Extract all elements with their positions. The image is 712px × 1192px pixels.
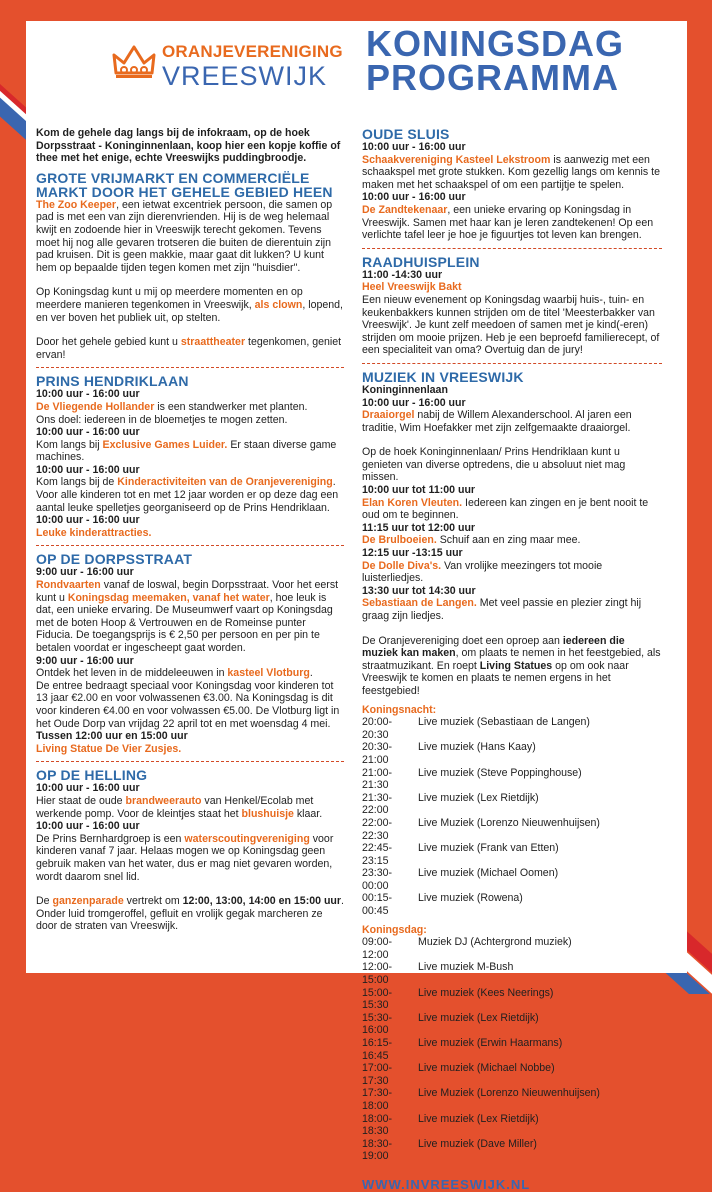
schedule-row xyxy=(362,741,662,766)
muziek-item5 xyxy=(362,560,662,585)
left-column xyxy=(36,127,344,933)
schedule-time: 18:00-18:30 xyxy=(362,1112,393,1138)
helling-text3a: De xyxy=(36,895,53,908)
helling-text2b: voor kinderen vanaf 7 jaar. Helaas mogen we op Koningsdag geen gebruik maken van het water, dus er mag niet gevaren worden, wordt daarom snel lid. xyxy=(36,832,334,883)
muziek-item1 xyxy=(362,409,662,434)
prins-item3c: Voor alle kinderen tot en met 12 jaar worden er op deze dag een aantal leuke spelletjes georganiseerd op de Prins Hendriklaan. xyxy=(36,489,339,514)
prins-time4: 10:00 uur - 16:00 uur xyxy=(36,514,140,527)
schedule-time: 20:30-21:00 xyxy=(362,741,393,766)
schedule-row xyxy=(362,716,662,741)
section-title-helling: OP DE HELLING xyxy=(36,767,148,784)
section-divider xyxy=(362,363,662,364)
oproep-text-a: De Oranjevereniging doet een oproep aan xyxy=(362,634,563,647)
helling-text3c: . Onder luid tromgeroffel, gefluit en vrolijk gegak marcheren ze door de straten van Vreeswijk. xyxy=(36,895,344,933)
schedule-row xyxy=(362,1012,662,1037)
zoo-keeper-name: The Zoo Keeper xyxy=(36,198,117,211)
prins-text3a: Kom langs bij de xyxy=(36,476,118,489)
kasteel-vlotburg-name: kasteel Vlotburg xyxy=(227,667,310,680)
kinderactiviteiten-name: Kinderactiviteiten van de Oranjevereniging xyxy=(117,476,333,489)
exclusive-games-name: Exclusive Games Luider. xyxy=(102,438,228,451)
schedule-time: 22:00-22:30 xyxy=(362,816,393,842)
raadhuis-time1: 11:00 -14:30 uur xyxy=(362,268,443,281)
clown-highlight: als clown xyxy=(254,298,303,311)
blushuisje-name: blushuisje xyxy=(241,807,294,820)
sluis-text1: is aanwezig met een schaakspel met grote stukken. Kom gezellig langs om kennis te maken met het schaakspel of om een partijtje te spelen. xyxy=(362,153,660,191)
schedule-row xyxy=(362,817,662,842)
dorpsstraat-time2: 9:00 uur - 16:00 uur xyxy=(36,654,134,667)
dolle-divas-name: De Dolle Diva's. xyxy=(362,559,442,572)
clown-text-end: , lopend, en ver boven het publiek uit, op stelten. xyxy=(36,298,343,324)
muziek-item4 xyxy=(362,534,662,547)
vliegende-hollander-name: De Vliegende Hollander xyxy=(36,400,155,413)
schedule-time: 21:30-22:00 xyxy=(362,791,393,817)
sluis-item1 xyxy=(362,154,662,192)
schedule-act: Live muziek (Frank van Etten) xyxy=(418,842,559,855)
helling-text1c: klaar. xyxy=(293,807,323,820)
muziek-item6 xyxy=(362,597,662,622)
zoo-keeper-text: , een ietwat excentriek persoon, die samen op pad is met een van zijn dierenvrienden. Hij is de weg helemaal kwijt en zodoende hier in Vreeswijk terecht gekomen. Tevens moet hij nog alle gevaren trotseren die buiten de dierentuin zijn pad kruisen. Dit is geen makkie, maar gaat dit lukken? U kunt hem op bepaalde tijden tegen komen met zijn "huisdier". xyxy=(36,198,333,274)
muziek-time4: 11:15 uur tot 12:00 uur xyxy=(362,521,476,534)
dorpsstraat-text1a: vanaf de loswal, begin Dorpsstraat. Voor het eerst kunt u xyxy=(36,579,339,604)
schedule-act: Live muziek (Michael Oomen) xyxy=(418,867,559,880)
website-link[interactable]: WWW.INVREESWIJK.NL xyxy=(362,1176,531,1192)
koningsdag-schedule xyxy=(362,936,662,1163)
prins-time2: 10:00 uur - 16:00 uur xyxy=(36,426,140,439)
brulboeien-name: De Brulboeien. xyxy=(362,534,437,547)
straattheater-text: Door het gehele gebied kunt u xyxy=(36,336,181,349)
schedule-act: Live muziek (Kees Neerings) xyxy=(418,986,554,999)
dorpsstraat-time3: Tussen 12:00 uur en 15:00 uur xyxy=(36,730,188,743)
elan-koren-name: Elan Koren Vleuten. xyxy=(362,496,463,509)
heel-vreeswijk-bakt-name: Heel Vreeswijk Bakt xyxy=(362,281,462,294)
section-title-dorpsstraat: OP DE DORPSSTRAAT xyxy=(36,551,193,568)
schedule-time: 12:00-15:00 xyxy=(362,961,393,987)
intro-text: Kom de gehele dag langs bij de infokraam, op de hoek Dorpsstraat - Koninginnenlaan, koop hier een kopje koffie of thee met het enige, echte Vreeswijks puddingbroodje. xyxy=(36,127,341,165)
muziek-text4: Schuif aan en zing maar mee. xyxy=(436,534,581,547)
prins-item1 xyxy=(36,401,344,414)
prins-text2b: Er staan diverse game machines. xyxy=(36,438,337,464)
vrijmarkt-p3 xyxy=(36,336,344,361)
section-divider xyxy=(36,761,344,762)
schedule-act: Live muziek (Erwin Haarmans) xyxy=(418,1037,563,1049)
schedule-time: 23:30-00:00 xyxy=(362,867,393,892)
schedule-act: Live Muziek (Lorenzo Nieuwenhuijsen) xyxy=(418,816,600,829)
schedule-time: 18:30-19:00 xyxy=(362,1137,393,1163)
ganzenparade-name: ganzenparade xyxy=(52,895,124,908)
title-line2: PROGRAMMA xyxy=(366,57,619,98)
schedule-time: 17:00-17:30 xyxy=(362,1062,393,1087)
schedule-act: Live muziek (Lex Rietdijk) xyxy=(418,1112,539,1125)
section-title-muziek: MUZIEK IN VREESWIJK xyxy=(362,368,524,385)
vrijmarkt-p2 xyxy=(36,286,344,324)
helling-text2a: De Prins Bernhardgroep is een xyxy=(36,832,185,845)
right-column xyxy=(362,127,662,1192)
muziek-time6: 13:30 uur tot 14:30 uur xyxy=(362,584,476,597)
schedule-act: Live muziek (Rowena) xyxy=(418,892,523,905)
prins-time1: 10:00 uur - 16:00 uur xyxy=(36,388,140,401)
section-title-raadhuis: RAADHUISPLEIN xyxy=(362,253,480,270)
schedule-time: 17:30-18:00 xyxy=(362,1087,393,1112)
schedule-time: 20:00-20:30 xyxy=(362,716,393,741)
muziek-time1: 10:00 uur - 16:00 uur xyxy=(362,396,466,409)
muziek-text6: Met veel passie en plezier zingt hij graag zijn liedjes. xyxy=(362,597,642,622)
clown-text: Op Koningsdag kunt u mij op meerdere momenten en op meerdere manieren tegenkomen in Vreeswijk, xyxy=(36,286,303,311)
draaiorgel-name: Draaiorgel xyxy=(362,409,415,422)
muziek-text3: Iedereen kan zingen en je bent nooit te oud om te beginnen. xyxy=(362,496,649,522)
oproep-text-d: Living Statues xyxy=(479,659,553,672)
schedule-act: Live muziek (Steve Poppinghouse) xyxy=(418,766,582,779)
schedule-act: Live muziek (Lex Rietdijk) xyxy=(418,1011,539,1024)
title-line1: KONINGSDAG xyxy=(366,23,625,64)
program-page xyxy=(26,21,687,1192)
sluis-time1: 10:00 uur - 16:00 uur xyxy=(362,141,466,153)
sluis-text2: , een unieke ervaring op Koningsdag in Vreeswijk. Samen met haar kan je leren zandtekenen! Op een verlichte tafel leer je hoe je figuurtjes tot leven kan brengen. xyxy=(362,203,654,242)
schedule-time: 16:15-16:45 xyxy=(362,1037,393,1062)
schedule-row xyxy=(362,1062,662,1087)
schedule-row xyxy=(362,1037,662,1062)
section-title-sluis: OUDE SLUIS xyxy=(362,126,450,142)
rondvaarten-name: Rondvaarten xyxy=(36,579,101,592)
living-statue-name: Living Statue De Vier Zusjes. xyxy=(36,742,182,755)
schedule-row xyxy=(362,792,662,817)
prins-item1b: Ons doel: iedereen in de bloemetjes te mogen zetten. xyxy=(36,413,288,426)
oproep-text-e: op om ook naar Vreeswijk te komen en plaats te nemen ergens in het feestgebied! xyxy=(362,659,629,697)
schedule-time: 09:00-12:00 xyxy=(362,936,393,961)
crown-icon xyxy=(112,43,156,81)
vrijmarkt-p1 xyxy=(36,199,344,275)
raadhuis-text1: Een nieuw evenement op Koningsdag waarbij huis-, tuin- en keukenbakkers kunnen strijden om de titel 'Meesterbakker van Vreeswijk'. Je kunt zelf meedoen of samen met je kind(-eren) strijden om mooie prijzen. Heb je een beproefd familierecept, of een specialiteit van oma? Overtuig dan de jury! xyxy=(362,293,660,357)
header xyxy=(26,21,687,125)
prins-text1: is een standwerker met planten. xyxy=(154,400,308,413)
prins-text2a: Kom langs bij xyxy=(36,438,103,451)
muziek-time3: 10:00 uur tot 11:00 uur xyxy=(362,484,476,497)
dorpsstraat-item1 xyxy=(36,579,344,655)
prins-item2 xyxy=(36,439,344,464)
schedule-time: 00:15-00:45 xyxy=(362,892,393,918)
koningsnacht-schedule xyxy=(362,716,662,918)
section-divider xyxy=(362,248,662,249)
brandweerauto-name: brandweerauto xyxy=(125,794,202,807)
prins-item3 xyxy=(36,476,344,489)
schedule-act: Live muziek (Hans Kaay) xyxy=(418,741,536,754)
zandtekenaar-name: De Zandtekenaar xyxy=(362,203,448,216)
schedule-row xyxy=(362,767,662,792)
straattheater-text-end: tegenkomen, geniet ervan! xyxy=(36,336,342,361)
muziek-text1: nabij de Willem Alexanderschool. Al jaren een traditie, Wim Hoefakker met zijn zelfgemaakte draaiorgel. xyxy=(362,409,632,434)
kinderattracties-name: Leuke kinderattracties. xyxy=(36,526,152,539)
helling-time2: 10:00 uur - 16:00 uur xyxy=(36,820,140,833)
straattheater-highlight: straattheater xyxy=(180,336,246,349)
helling-text1b: van Henkel/Ecolab met werkende pomp. Voor de kleintjes staat het xyxy=(36,794,314,820)
muziek-text5: Van vrolijke meezingers tot mooie luisterliedjes. xyxy=(362,559,603,585)
dorpsstraat-text2b: . xyxy=(309,667,313,680)
section-title-vrijmarkt: GROTE VRIJMARKT EN COMMERCIËLE MARKT DOOR HET GEHELE GEBIED HEEN xyxy=(36,169,333,200)
schedule-act: Live muziek (Dave Miller) xyxy=(418,1137,537,1150)
schedule-row xyxy=(362,892,662,917)
sluis-item2 xyxy=(362,204,662,242)
schedule-act: Live muziek M-Bush xyxy=(418,961,514,974)
helling-item1 xyxy=(36,795,344,820)
dorpsstraat-text2a: Ontdek het leven in de middeleeuwen in xyxy=(36,667,228,680)
sebastiaan-name: Sebastiaan de Langen. xyxy=(362,597,477,610)
waterscouting-name: waterscoutingvereniging xyxy=(184,832,310,845)
oproep-text-c: , om plaats te nemen in het feestgebied, als straatmuzikant. En roept xyxy=(362,647,661,672)
logo-line1: ORANJEVERENIGING xyxy=(162,42,343,61)
schedule-time: 15:00-15:30 xyxy=(362,986,393,1012)
dorpsstraat-item2c: De entree bedraagt speciaal voor Koningsdag voor kinderen tot 13 jaar €2.00 en voor volwassenen €3.00. Na Koningsdag is dit voor kinderen €4.00 en voor volwassen €5.00. De Vlotburg ligt in het Oude Dorp van vrijdag 22 april tot en met woensdag 4 mei. xyxy=(36,679,340,730)
oranjevereniging-logo xyxy=(112,39,352,101)
muziek-time5: 12:15 uur -13:15 uur xyxy=(362,547,463,560)
koningsnacht-heading: Koningsnacht: xyxy=(362,703,437,716)
schedule-act: Live muziek (Sebastiaan de Langen) xyxy=(418,716,590,729)
prins-time3: 10:00 uur - 16:00 uur xyxy=(36,463,140,476)
schedule-act: Live muziek (Lex Rietdijk) xyxy=(418,791,539,804)
schedule-row xyxy=(362,1138,662,1163)
schedule-row xyxy=(362,1087,662,1112)
schedule-row xyxy=(362,961,662,986)
dorpsstraat-text1b: , hoe leuk is dat, een unieke ervaring. De Museumwerf vaart op Koningsdag met de boten Hoop & Vertrouwen en de Romeinse punter Fiducia. De toegangsprijs is € 2,50 per persoon en per pin te betalen voordat er ingescheept gaat worden. xyxy=(36,591,333,654)
schedule-act: Muziek DJ (Achtergrond muziek) xyxy=(418,936,572,949)
dorpsstraat-time1: 9:00 uur - 16:00 uur xyxy=(36,566,134,579)
schedule-row xyxy=(362,867,662,892)
schedule-row xyxy=(362,936,662,961)
oproep-text-b: iedereen die muziek kan maken xyxy=(362,634,625,660)
section-divider xyxy=(36,367,344,368)
muziek-item3 xyxy=(362,497,662,522)
section-divider xyxy=(36,545,344,546)
schedule-act: Live Muziek (Lorenzo Nieuwenhuijsen) xyxy=(418,1087,600,1100)
helling-item3 xyxy=(36,895,344,933)
schedule-time: 22:45-23:15 xyxy=(362,842,393,867)
koningsdag-heading: Koningsdag: xyxy=(362,923,427,936)
logo-line2: VREESWIJK xyxy=(162,61,328,91)
schedule-row xyxy=(362,987,662,1012)
ganzenparade-times: 12:00, 13:00, 14:00 en 15:00 uur xyxy=(182,895,342,908)
sluis-time2: 10:00 uur - 16:00 uur xyxy=(362,191,466,204)
schedule-row xyxy=(362,842,662,867)
schedule-act: Live muziek (Michael Nobbe) xyxy=(418,1062,555,1075)
muziek-location: Koninginnenlaan xyxy=(362,383,448,396)
helling-text3b: vertrekt om xyxy=(123,895,183,908)
schedule-time: 15:30-16:00 xyxy=(362,1011,393,1037)
schedule-time: 21:00-21:30 xyxy=(362,766,393,792)
helling-item2 xyxy=(36,833,344,883)
schedule-row xyxy=(362,1113,662,1138)
koningsdag-water-name: Koningsdag meemaken, vanaf het water xyxy=(67,591,270,604)
schaakvereniging-name: Schaakvereniging Kasteel Lekstroom xyxy=(362,153,551,166)
prins-text3b: . xyxy=(332,476,336,489)
section-title-prins: PRINS HENDRIKLAAN xyxy=(36,373,189,390)
helling-time1: 10:00 uur - 16:00 uur xyxy=(36,782,140,795)
dorpsstraat-item2 xyxy=(36,667,344,680)
page-title xyxy=(366,23,625,98)
muziek-text2: Op de hoek Koninginnenlaan/ Prins Hendriklaan kunt u genieten van diverse optredens, die u absoluut niet mag missen. xyxy=(362,446,626,484)
muziek-oproep xyxy=(362,635,662,698)
helling-text1a: Hier staat de oude xyxy=(36,794,126,807)
